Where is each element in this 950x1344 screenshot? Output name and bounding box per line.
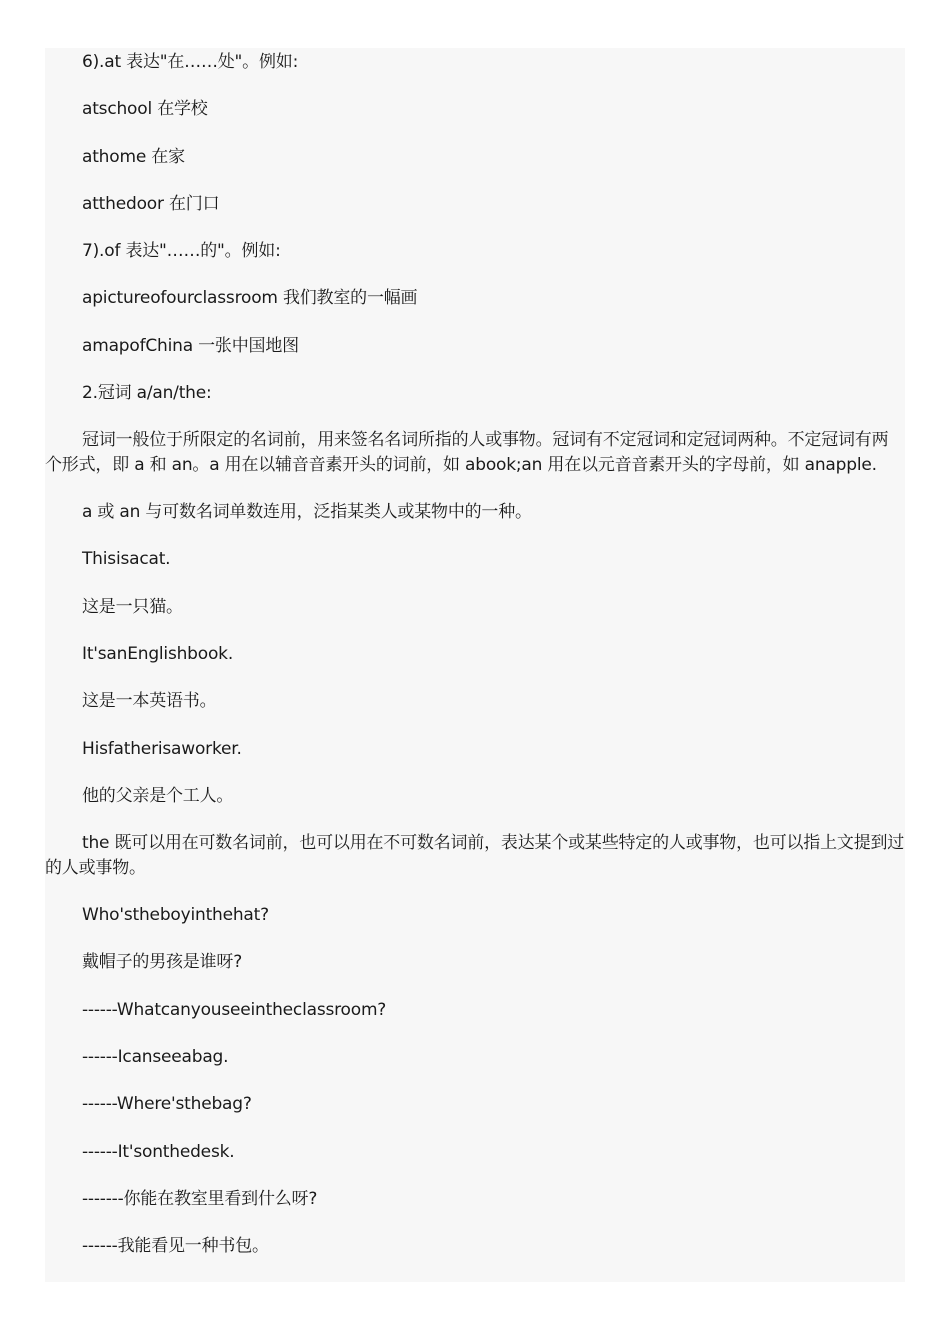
- example-translation: 这是一本英语书。: [82, 691, 217, 712]
- example-sentence: Thisisacat.: [82, 549, 171, 570]
- dialogue-line: -------你能在教室里看到什么呀?: [82, 1188, 318, 1209]
- paragraph: apictureofourclassroom 我们教室的一幅画: [82, 288, 418, 309]
- example-sentence: Who'stheboyinthehat?: [82, 905, 269, 926]
- example-translation: 戴帽子的男孩是谁呀?: [82, 952, 243, 973]
- paragraph: atschool 在学校: [82, 99, 208, 120]
- paragraph: atthedoor 在门口: [82, 193, 220, 214]
- paragraph: a 或 an 与可数名词单数连用，泛指某类人或某物中的一种。: [82, 502, 532, 523]
- dialogue-line: ------Icanseeabag.: [82, 1046, 229, 1067]
- dialogue-line: ------It'sonthedesk.: [82, 1141, 235, 1162]
- paragraph: athome 在家: [82, 146, 185, 167]
- paragraph: 6).at 表达"在……处"。例如:: [82, 52, 299, 72]
- section-heading: 2.冠词 a/an/the:: [82, 383, 212, 404]
- paragraph: amapofChina 一张中国地图: [82, 335, 299, 356]
- example-sentence: It'sanEnglishbook.: [82, 644, 234, 665]
- document-body: [45, 48, 905, 1259]
- dialogue-line: ------我能看见一种书包。: [82, 1236, 269, 1257]
- example-translation: 他的父亲是个工人。: [82, 785, 234, 806]
- dialogue-line: ------Whatcanyouseeintheclassroom?: [82, 999, 387, 1020]
- dialogue-line: ------Where'sthebag?: [82, 1094, 252, 1115]
- paragraph: 7).of 表达"……的"。例如:: [82, 241, 281, 262]
- example-translation: 这是一只猫。: [82, 596, 183, 617]
- document-page: [45, 48, 905, 1282]
- example-sentence: Hisfatherisaworker.: [82, 738, 242, 759]
- paragraph: the 既可以用在可数名词前，也可以用在不可数名词前，表达某个或某些特定的人或事物，也可以指上文提到过的人或事物。: [45, 833, 905, 878]
- paragraph: 冠词一般位于所限定的名词前，用来签名名词所指的人或事物。冠词有不定冠词和定冠词两种。不定冠词有两个形式，即 a 和 an。a 用在以辅音音素开头的词前，如 abook;an 用在以元音音素开头的字母前，如 anapple.: [45, 430, 889, 475]
